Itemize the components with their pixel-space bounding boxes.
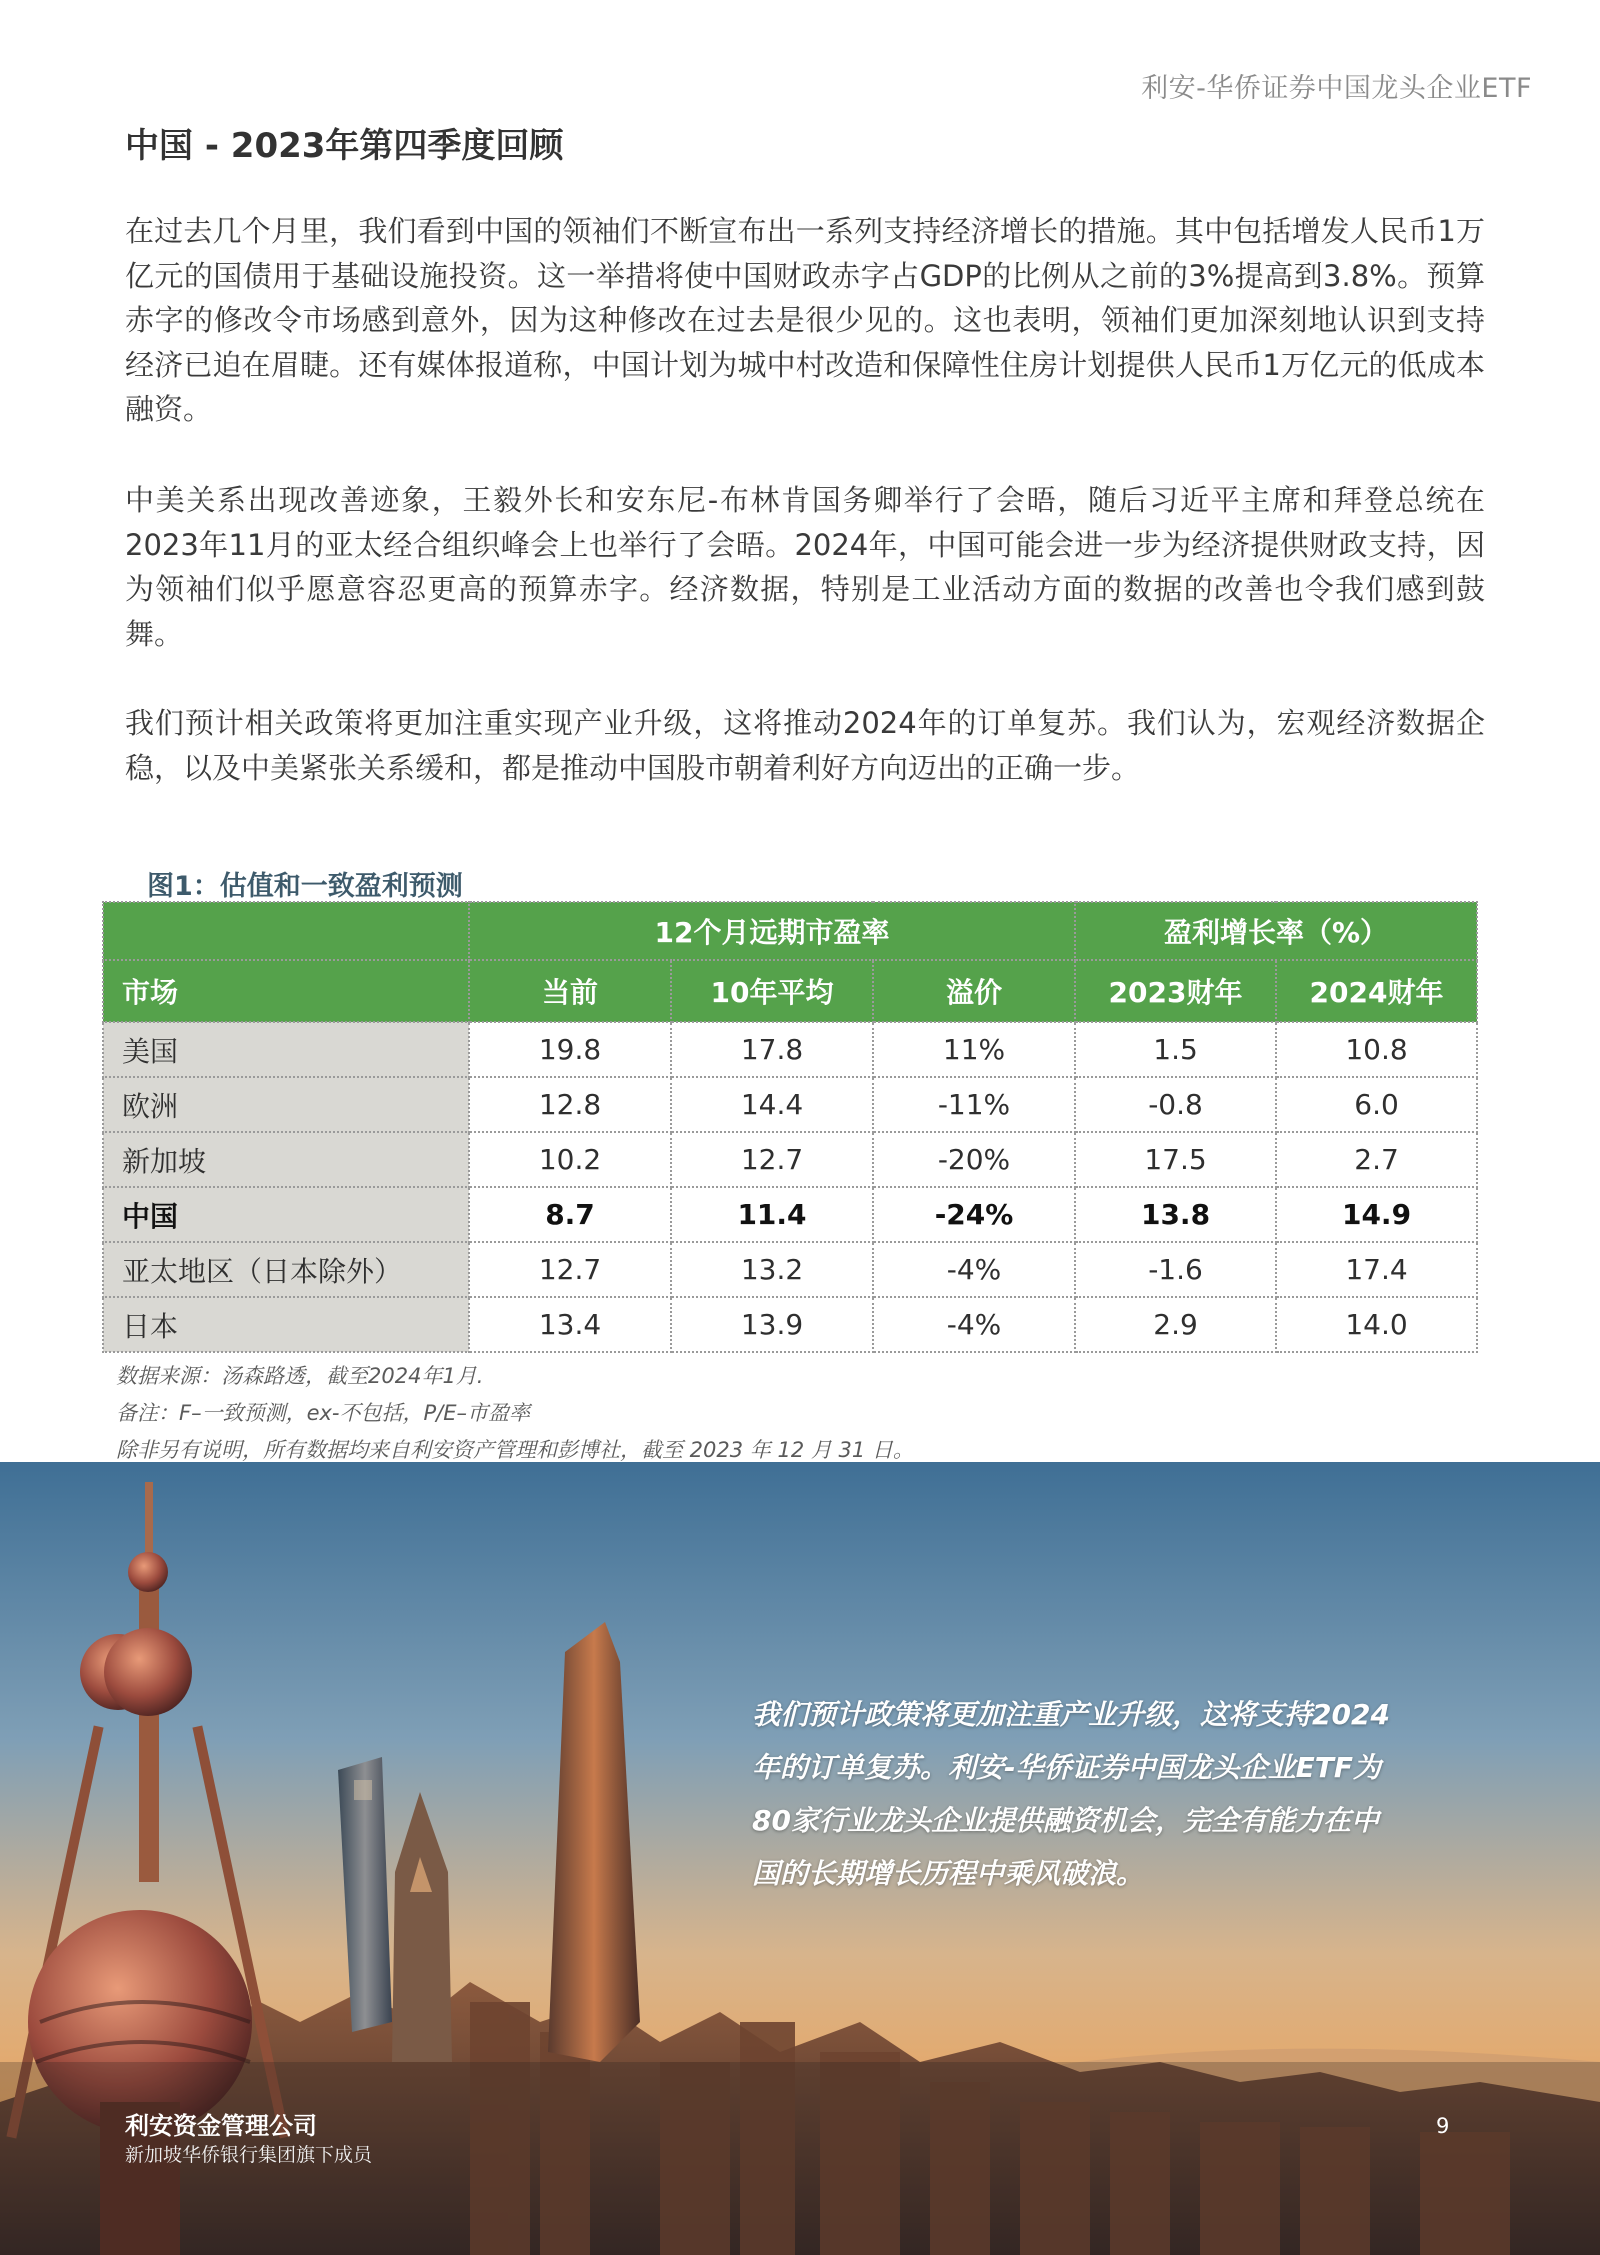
premium-cell: -11%	[873, 1077, 1075, 1132]
avg-pe-cell: 14.4	[671, 1077, 873, 1132]
paragraph-1: 在过去几个月里，我们看到中国的领袖们不断宣布出一系列支持经济增长的措施。其中包括增发人民币1万亿元的国债用于基础设施投资。这一举措将使中国财政赤字占GDP的比例从之前的3%提高到3.8%。预算赤字的修改令市场感到意外，因为这种修改在过去是很少见的。这也表明，领袖们更加深刻地认识到支持经济已迫在眉睫。还有媒体报道称，中国计划为城中村改造和保障性住房计划提供人民币1万亿元的低成本融资。	[125, 214, 1485, 426]
market-cell: 新加坡	[103, 1132, 469, 1187]
column-header-market: 市场	[103, 960, 469, 1022]
premium-cell: -4%	[873, 1242, 1075, 1297]
premium-cell: -20%	[873, 1132, 1075, 1187]
column-header-current: 当前	[469, 960, 671, 1022]
section-title: 中国 - 2023年第四季度回顾	[125, 126, 564, 166]
pe-group-header: 12个月远期市盈率	[469, 902, 1075, 960]
current-pe-cell: 12.8	[469, 1077, 671, 1132]
current-pe-cell: 10.2	[469, 1132, 671, 1187]
paragraph-2: 中美关系出现改善迹象，王毅外长和安东尼-布林肯国务卿举行了会晤，随后习近平主席和拜登总统在2023年11月的亚太经合组织峰会上也举行了会晤。2024年，中国可能会进一步为经济提供财政支持，因为领袖们似乎愿意容忍更高的预算赤字。经济数据，特别是工业活动方面的数据的改善也令我们感到鼓舞。	[125, 483, 1485, 651]
column-header-fy2023: 2023财年	[1075, 960, 1276, 1022]
growth-fy2024-cell: 14.0	[1276, 1297, 1477, 1352]
running-header: 利安-华侨证券中国龙头企业ETF	[1141, 73, 1532, 104]
growth-fy2023-cell: -1.6	[1075, 1242, 1276, 1297]
growth-fy2023-cell: 13.8	[1075, 1187, 1276, 1242]
column-header-10yr-avg: 10年平均	[671, 960, 873, 1022]
table-group-header-row	[103, 902, 1477, 960]
avg-pe-cell: 11.4	[671, 1187, 873, 1242]
table-row	[103, 1242, 1477, 1297]
avg-pe-cell: 17.8	[671, 1022, 873, 1077]
table-row	[103, 1077, 1477, 1132]
column-header-fy2024: 2024财年	[1276, 960, 1477, 1022]
page-number: 9	[1436, 2114, 1450, 2138]
avg-pe-cell: 12.7	[671, 1132, 873, 1187]
current-pe-cell: 8.7	[469, 1187, 671, 1242]
abbreviation-note: 备注：F–一致预测，ex-不包括，P/E–市盈率	[116, 1401, 531, 1425]
company-subtitle: 新加坡华侨银行集团旗下成员	[125, 2144, 373, 2166]
avg-pe-cell: 13.9	[671, 1297, 873, 1352]
growth-group-header: 盈利增长率（%）	[1075, 902, 1477, 960]
current-pe-cell: 13.4	[469, 1297, 671, 1352]
premium-cell: -24%	[873, 1187, 1075, 1242]
table-row	[103, 1187, 1477, 1242]
growth-fy2024-cell: 14.9	[1276, 1187, 1477, 1242]
blank-header-cell	[103, 902, 469, 960]
growth-fy2024-cell: 10.8	[1276, 1022, 1477, 1077]
market-cell: 中国	[103, 1187, 469, 1242]
table-row	[103, 1132, 1477, 1187]
figure-title: 图1：估值和一致盈利预测	[147, 871, 463, 902]
market-cell: 欧洲	[103, 1077, 469, 1132]
table-row	[103, 1022, 1477, 1077]
premium-cell: -4%	[873, 1297, 1075, 1352]
table-row	[103, 1297, 1477, 1352]
pull-quote: 我们预计政策将更加注重产业升级，这将支持2024年的订单复苏。利安-华侨证券中国龙头企业ETF为80家行业龙头企业提供融资机会，完全有能力在中国的长期增长历程中乘风破浪。	[752, 1698, 1390, 1890]
premium-cell: 11%	[873, 1022, 1075, 1077]
growth-fy2023-cell: 1.5	[1075, 1022, 1276, 1077]
growth-fy2024-cell: 2.7	[1276, 1132, 1477, 1187]
market-cell: 美国	[103, 1022, 469, 1077]
growth-fy2023-cell: 17.5	[1075, 1132, 1276, 1187]
current-pe-cell: 19.8	[469, 1022, 671, 1077]
source-note: 数据来源：汤森路透，截至2024年1月.	[116, 1364, 484, 1388]
table-column-header-row	[103, 960, 1477, 1022]
data-disclaimer-note: 除非另有说明，所有数据均来自利安资产管理和彭博社，截至 2023 年 12 月 31 日。	[116, 1438, 914, 1462]
table-notes	[116, 1358, 914, 1469]
growth-fy2023-cell: 2.9	[1075, 1297, 1276, 1352]
market-cell: 亚太地区（日本除外）	[103, 1242, 469, 1297]
market-cell: 日本	[103, 1297, 469, 1352]
valuation-table	[102, 901, 1478, 1353]
current-pe-cell: 12.7	[469, 1242, 671, 1297]
growth-fy2024-cell: 17.4	[1276, 1242, 1477, 1297]
growth-fy2024-cell: 6.0	[1276, 1077, 1477, 1132]
growth-fy2023-cell: -0.8	[1075, 1077, 1276, 1132]
paragraph-3: 我们预计相关政策将更加注重实现产业升级，这将推动2024年的订单复苏。我们认为，宏观经济数据企稳，以及中美紧张关系缓和，都是推动中国股市朝着利好方向迈出的正确一步。	[125, 706, 1485, 785]
avg-pe-cell: 13.2	[671, 1242, 873, 1297]
column-header-premium: 溢价	[873, 960, 1075, 1022]
company-name: 利安资金管理公司	[125, 2112, 317, 2140]
